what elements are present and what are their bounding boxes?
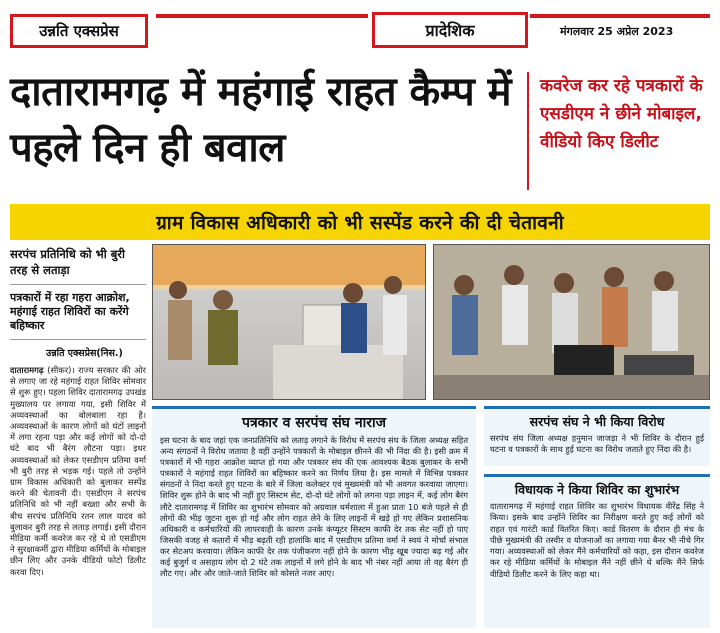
side-headline: कवरेज कर रहे पत्रकारों के एसडीएम ने छीने मोबाइल, वीडियो किए डिलीट — [540, 76, 703, 152]
section-label: प्रादेशिक — [372, 12, 528, 48]
article-body: इस घटना के बाद जहां एक जनप्रतिनिधि को लताड़ लगाने के विरोध में सरपंच संघ के जिला अध्यक्ष सहित अन्य संगठनों ने विरोध जताया है वहीं उन्होंने पत्रकारों के मोबाइल छीनने की भी निंदा की है। इसी क्रम में पत्रकारों में भी गहरा आक्रोश व्याप्त हो गया और पत्रकार संघ की एक आवश्यक बैठक बुलाकर के सभी पत्रकारों ने महंगाई राहत शिविरों का बहिष्कार करने का निर्णय लिया है। इस मामले में विभिन्न पत्रकार संगठनों ने निंदा करते हुए घटना के बारे में जिला कलेक्टर एवं मुख्यमंत्री को भी अवगत करवाया जाएगा। शिविर शुरू होने के बाद भी नहीं हुए सिस्टम सेट, दो-दो घंटे लोगों को लगना पड़ा लाइन में, कई लोग बैरंग लौटे दातारामगढ़ में शिविर का शुभारंभ सोमवार को अग्रवाल धर्मशाला में हुआ प्रातः 10 बजे पहले से ही लोगों की भीड़ जुटना शुरू हो गई और लोग राहत लेने के लिए लाइनों में खड़े हो गए लेकिन प्रशासनिक अधिकारी व कर्मचारियों की लापरवाही के कारण उनके कंप्यूटर सिस्टम काफी देर तक सेट नहीं हो पाए जिसकी वजह से कतारों में भीड़ बढ़ती रही हालांकि बाद में एसडीएम प्रतिमा वर्मा ने स्वयं ने मोर्चा संभाल कर सेटअप करवाया। लेकिन काफी देर तक पंजीकरण नहीं होने के कारण भीड़ खूब ज्यादा बढ़ गई और कई बुजुर्ग व असहाय लोग दो 2 घंटे तक लाइनों में लगे होने के बाद भी नंबर नहीं आया तो वह बैरंग ही लौट गए। और और जाते-जाते शिविर को कोसते नजर आए। — [160, 435, 468, 579]
masthead-rule-left — [156, 14, 368, 18]
photo-illustration-1 — [153, 245, 426, 400]
left-body-text — [10, 365, 146, 578]
brand-logo: उन्नति एक्सप्रेस — [10, 14, 148, 48]
article-title: सरपंच संघ ने भी किया विरोध — [529, 414, 665, 429]
article-title: विधायक ने किया शिविर का शुभारंभ — [514, 482, 680, 497]
left-body-paragraph: (सीकर)। राज्य सरकार की ओर से लगाए जा रहे महंगाई राहत शिविर सोमवार से शुरू हुए। पहला शिविर दातारामगढ़ उपखंड मुख्यालय पर लगाया गया, इसी शिविर में अव्यवस्थाओं का बोलबाला रहा है। अव्यवस्थाओं के कारण लोगों को घंटों लाइनों में लगा रहना पड़ा और कई लोगों को दो-दो घंटे बाद भी बैरंग लौटना पड़ा। इधर अव्यवस्थाओं को लेकर एसडीएम प्रतिमा वर्मा भी बुरी तरह से भड़क गई। पहले तो उन्होंने ग्राम विकास अधिकारी को बुलाकर सस्पेंड करने की चेतावनी दी। एसडीएम ने सरपंच प्रतिनिधि को भी नहीं बख्शा और सभी के बीच सरपंच प्रतिनिधि रतन लाल यादव को बुलाकर बुरी तरह से लताड़ लगाई। इसी दौरान मीडिया कर्मी कवरेज कर रहे थे तो एसडीएम ने सुरक्षाकर्मी द्वारा मीडिया कर्मियों के मोबाइल छीन लिए और उनके वीडियो फोटो डिलीट करवा दिए। — [10, 365, 146, 577]
main-headline: दातारामगढ़ में महंगाई राहत कैम्प में पहले दिन ही बवाल — [10, 68, 512, 171]
left-column — [10, 246, 146, 578]
article-body: दातारामगढ़ में महंगाई राहत शिविर का शुभारंभ विधायक वीरेंद्र सिंह ने किया। इसके बाद उन्होंने शिविर का निरीक्षण करते हुए कई लोगों को राहत एवं गारंटी कार्ड वितरित किए। कार्ड वितरण के दौरान ही मंच के पीछे मुख्यमंत्री की तस्वीर व योजनाओं का लगाया गया बैनर भी नीचे गिर गया। अव्यवस्थाओं को लेकर मैंने कर्मचारियों को कहा, इस दौरान कवरेज कर रहे मीडिया कर्मियों के मोबाइल मैंने नहीं छीने थे बल्कि मैंने सिर्फ वीडियो डिलीट करने के लिए कहा था। — [490, 501, 704, 579]
article-sarpanch-protest — [484, 406, 710, 466]
photo-sdm-at-camp — [152, 244, 426, 400]
left-subhead-2: पत्रकारों में रहा गहरा आक्रोश, महंगाई राहत शिविरों का करेंगे बहिष्कार — [10, 285, 146, 340]
left-subhead-1: सरपंच प्रतिनिधि को भी बुरी तरह से लताड़ा — [10, 246, 146, 285]
article-mla-inauguration — [484, 474, 710, 628]
article-journalists-protest — [152, 406, 476, 628]
photo-crowd-at-camp — [433, 244, 710, 400]
article-title: पत्रकार व सरपंच संघ नाराज — [242, 415, 386, 431]
article-body: सरपंच संघ जिला अध्यक्ष हनुमान जाजड़ा ने भी शिविर के दौरान हुई घटना व पत्रकारों के साथ हुई घटना का विरोध जताते हुए निंदा की है। — [490, 433, 704, 455]
masthead-rule-right — [530, 14, 710, 18]
banner-subheadline: ग्राम विकास अधिकारी को भी सस्पेंड करने की दी चेतावनी — [10, 204, 710, 240]
issue-date: मंगलवार 25 अप्रेल 2023 — [560, 25, 674, 38]
dateline: दातारामगढ़ — [10, 365, 44, 375]
photo-illustration-2 — [434, 245, 710, 400]
byline: उन्नति एक्सप्रेस(निस.) — [46, 348, 123, 359]
headline-divider — [527, 72, 529, 190]
